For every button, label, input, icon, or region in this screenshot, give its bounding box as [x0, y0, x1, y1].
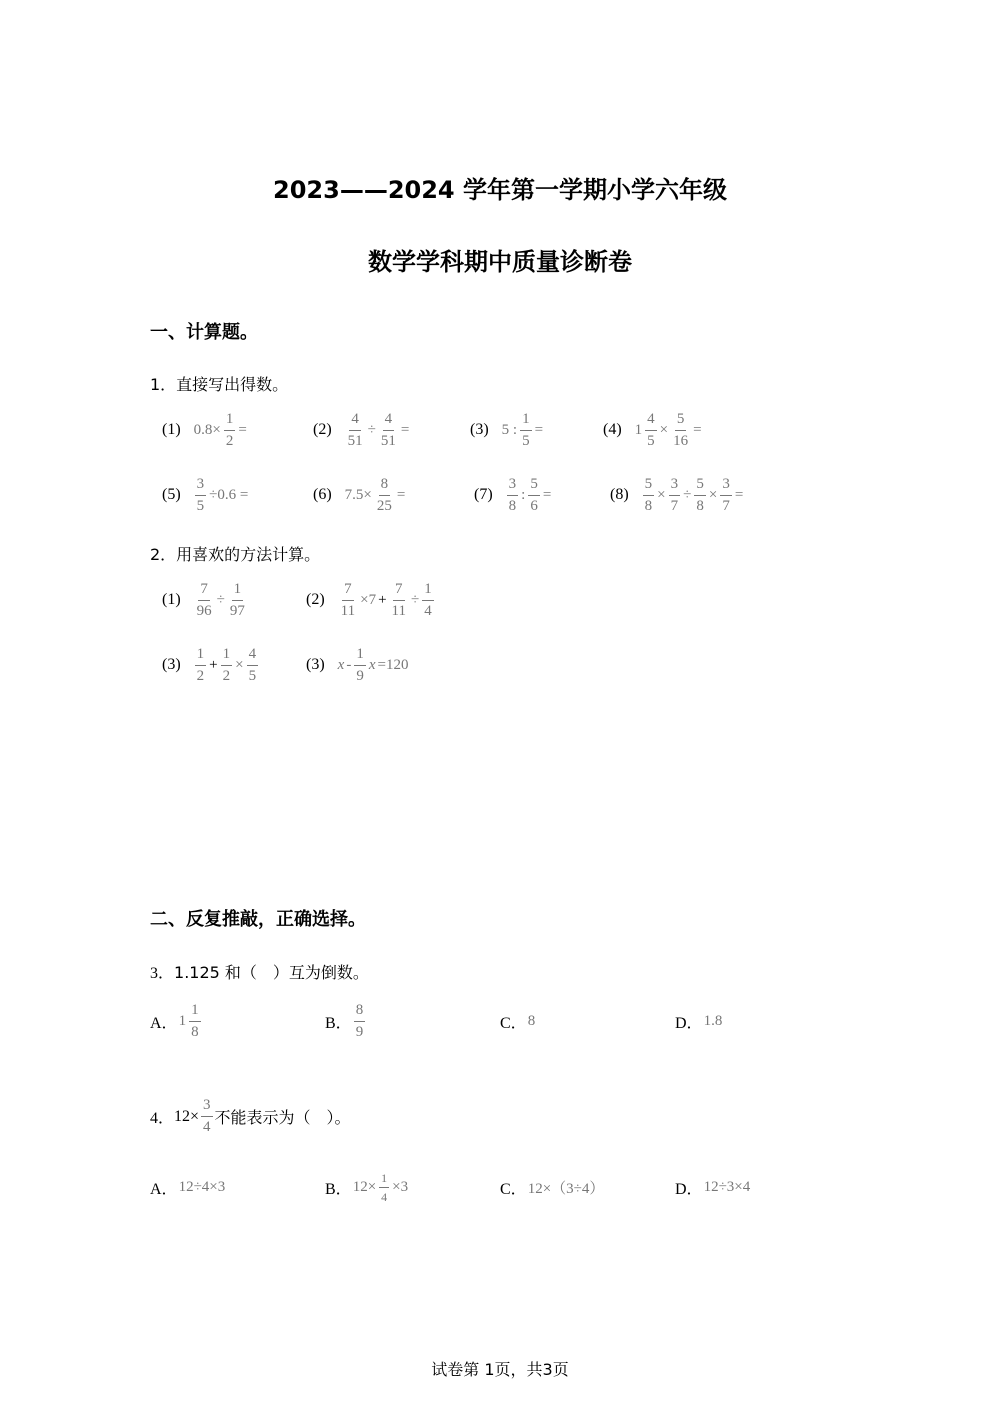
fraction-numerator: 1 [379, 1172, 389, 1188]
fraction-denominator: 51 [380, 432, 396, 449]
fraction-denominator: 51 [347, 432, 363, 449]
math-token: 1.8 [703, 1012, 723, 1029]
math-expression [352, 1003, 368, 1040]
math-token: 5 : [501, 421, 518, 438]
option-label: A． [150, 1180, 178, 1198]
fraction [189, 1003, 201, 1040]
math-token: 12÷3×4 [703, 1178, 751, 1195]
q4-option-b[interactable] [325, 1162, 409, 1212]
fraction [422, 582, 434, 619]
math-operator: + [378, 591, 387, 608]
math-token: =120 [377, 656, 409, 673]
fraction [228, 582, 247, 619]
q3-option-a[interactable] [150, 996, 203, 1046]
math-expression [344, 477, 407, 514]
math-token: 0.8× [193, 421, 221, 438]
fraction-denominator: 2 [196, 667, 205, 684]
q3-number: 3． [150, 965, 175, 982]
q1-item [603, 405, 703, 455]
fraction-numerator: 4 [247, 647, 259, 666]
fraction-denominator: 96 [196, 602, 212, 619]
q1-item [610, 470, 744, 520]
fraction-denominator: 25 [376, 497, 392, 514]
fraction-numerator: 1 [189, 1003, 201, 1022]
fraction-denominator: 97 [229, 602, 245, 619]
fraction-denominator: 5 [248, 667, 257, 684]
fraction-denominator: 5 [647, 432, 655, 449]
q1-item-label: (2) [313, 421, 332, 438]
fraction-denominator: 2 [222, 667, 231, 684]
q1-item-label: (4) [603, 421, 622, 438]
math-token: ÷0.6 = [209, 486, 249, 503]
q4-option-a[interactable] [150, 1162, 226, 1212]
math-token: 1 [634, 421, 643, 438]
fraction-denominator: 9 [355, 1023, 364, 1040]
math-expression [703, 1179, 752, 1196]
fraction-denominator: 8 [508, 497, 517, 514]
fraction-denominator: 2 [225, 432, 234, 449]
q2-item-label: (1) [162, 591, 181, 608]
math-expression [501, 412, 544, 449]
fraction-numerator: 7 [198, 582, 210, 601]
q1-item [470, 405, 544, 455]
fraction [375, 477, 394, 514]
math-expression [193, 412, 248, 449]
math-token: = [693, 421, 702, 438]
fraction-denominator: 7 [722, 497, 730, 514]
fraction-denominator: 8 [191, 1023, 199, 1040]
option-label: C． [500, 1180, 527, 1198]
fraction-numerator: 4 [349, 412, 361, 431]
fraction-denominator: 11 [391, 602, 406, 619]
fraction-numerator: 1 [422, 582, 434, 601]
fraction-denominator: 4 [203, 1119, 211, 1135]
math-expression [505, 477, 553, 514]
q3-text: 1.125 和（ ）互为倒数。 [174, 963, 369, 982]
q2-item-label: (3) [162, 656, 181, 673]
fraction [346, 412, 365, 449]
math-expression [344, 412, 411, 449]
q4-option-d[interactable] [675, 1162, 751, 1212]
section1-heading: 一、计算题。 [150, 322, 258, 343]
fraction [339, 582, 357, 619]
fraction-numerator: 3 [195, 477, 207, 496]
math-expression [193, 477, 250, 514]
math-token: = [534, 421, 544, 438]
fraction [643, 477, 655, 514]
math-expression [527, 1013, 537, 1030]
q4-option-c[interactable] [500, 1162, 605, 1212]
q2-item-label: (3) [306, 656, 325, 673]
q2-item [162, 640, 260, 690]
fraction [390, 582, 408, 619]
fraction-numerator: 5 [675, 412, 687, 431]
fraction-numerator: 3 [201, 1098, 213, 1117]
math-token: ×7 [360, 591, 377, 608]
fraction [224, 412, 236, 449]
fraction-numerator: 3 [507, 477, 519, 496]
q1-instruction: 1．直接写出得数。 [150, 375, 289, 394]
math-expression [337, 647, 410, 684]
fraction [221, 647, 233, 684]
q1-item-label: (1) [162, 421, 181, 438]
fraction-denominator: 8 [696, 497, 704, 514]
fraction [354, 647, 366, 684]
fraction-denominator: 6 [530, 497, 538, 514]
math-token: 12× [352, 1178, 377, 1195]
fraction-denominator: 8 [644, 497, 653, 514]
fraction [720, 477, 732, 514]
math-expression [178, 1179, 227, 1196]
fraction [671, 412, 690, 449]
fraction-denominator: 4 [381, 1189, 388, 1204]
fraction [528, 477, 540, 514]
math-token: ÷ [216, 591, 225, 608]
math-token: × [235, 656, 244, 673]
fraction [669, 477, 681, 514]
q3-option-d[interactable] [675, 996, 723, 1046]
math-expression [337, 582, 436, 619]
math-variable: x [337, 656, 345, 673]
math-token: ÷ [367, 421, 376, 438]
math-expression [193, 582, 249, 619]
page-footer: 试卷第 1页，共3页 [431, 1360, 569, 1379]
fraction-numerator: 1 [520, 412, 532, 431]
q4-expression-start: 12× [174, 1107, 200, 1125]
q1-item-label: (3) [470, 421, 489, 438]
fraction-numerator: 4 [645, 412, 657, 431]
q2-instruction: 2．用喜欢的方法计算。 [150, 545, 321, 564]
fraction-denominator: 9 [356, 667, 364, 684]
math-token: × [657, 486, 666, 503]
math-token: - [346, 656, 352, 673]
option-label: B． [325, 1180, 352, 1198]
option-label: D． [675, 1180, 703, 1198]
fraction-numerator: 1 [195, 647, 207, 666]
q1-item [162, 405, 248, 455]
fraction-numerator: 3 [669, 477, 681, 496]
fraction-numerator: 8 [354, 1003, 366, 1022]
fraction [195, 647, 207, 684]
math-token: 8 [527, 1012, 536, 1029]
math-token: 12÷4×3 [178, 1178, 226, 1195]
option-label: D． [675, 1014, 703, 1032]
math-token: ×3 [392, 1178, 409, 1195]
fraction-denominator: 5 [522, 432, 530, 449]
section2-heading: 二、反复推敲，正确选择。 [150, 909, 366, 930]
fraction [694, 477, 706, 514]
math-token: : [521, 486, 526, 503]
fraction-numerator: 5 [643, 477, 655, 496]
math-token: = [734, 486, 744, 503]
q4-number: 4． [150, 1110, 175, 1127]
math-token: ÷ [411, 591, 420, 608]
math-token: 1 [178, 1012, 187, 1029]
fraction [195, 582, 214, 619]
fraction [645, 412, 657, 449]
fraction-numerator: 7 [342, 582, 354, 601]
exam-title-line1: 2023——2024 学年第一学期小学六年级 [273, 176, 727, 204]
math-token: = [396, 486, 406, 503]
fraction-denominator: 4 [424, 602, 432, 619]
math-token: 7.5× [344, 486, 372, 503]
q1-item [313, 470, 406, 520]
exam-title-line2: 数学学科期中质量诊断卷 [368, 248, 632, 276]
q4-text: 不能表示为（ ）。 [214, 1108, 351, 1127]
math-expression [703, 1013, 724, 1030]
fraction [520, 412, 532, 449]
q4-question [150, 1098, 351, 1135]
fraction-numerator: 1 [232, 582, 244, 601]
fraction-numerator: 1 [224, 412, 236, 431]
q4-fraction [201, 1098, 213, 1135]
fraction-numerator: 5 [694, 477, 706, 496]
option-label: A． [150, 1014, 178, 1032]
math-expression [193, 647, 260, 684]
fraction-numerator: 7 [393, 582, 405, 601]
math-expression [527, 1177, 606, 1198]
q1-item [313, 405, 410, 455]
fraction [507, 477, 519, 514]
math-token: 12×（3÷4） [527, 1180, 605, 1197]
fraction-denominator: 11 [340, 602, 356, 619]
fraction-numerator: 4 [383, 412, 395, 431]
fraction-denominator: 5 [196, 497, 205, 514]
fraction-numerator: 3 [720, 477, 732, 496]
q1-item [474, 470, 552, 520]
math-token: ÷ [683, 486, 692, 503]
fraction [379, 412, 398, 449]
fraction-numerator: 8 [379, 477, 391, 496]
q2-item-label: (2) [306, 591, 325, 608]
q2-item [306, 640, 409, 690]
math-token: × [659, 421, 669, 438]
math-expression [178, 1003, 203, 1040]
math-token: = [400, 421, 410, 438]
fraction-numerator: 5 [528, 477, 540, 496]
fraction-denominator: 16 [673, 432, 689, 449]
math-expression [352, 1172, 409, 1203]
q1-item-label: (6) [313, 486, 332, 503]
fraction [379, 1172, 389, 1203]
fraction [195, 477, 207, 514]
fraction [247, 647, 259, 684]
q1-item-label: (5) [162, 486, 181, 503]
math-variable: x [368, 656, 376, 673]
q3-option-b[interactable] [325, 996, 367, 1046]
math-token: × [708, 486, 718, 503]
q2-item [306, 575, 436, 625]
math-expression [641, 477, 745, 514]
fraction-numerator: 1 [221, 647, 233, 666]
fraction-numerator: 1 [354, 647, 366, 666]
math-expression [634, 412, 703, 449]
q1-item [162, 470, 249, 520]
q3-question [150, 960, 369, 983]
fraction [354, 1003, 366, 1040]
option-label: B． [325, 1014, 352, 1032]
q1-item-label: (7) [474, 486, 493, 503]
q1-item-label: (8) [610, 486, 629, 503]
option-label: C． [500, 1014, 527, 1032]
q2-item [162, 575, 249, 625]
fraction-denominator: 7 [670, 497, 679, 514]
math-token: = [238, 421, 247, 438]
q3-option-c[interactable] [500, 996, 536, 1046]
math-token: = [542, 486, 552, 503]
math-operator: + [209, 656, 218, 673]
